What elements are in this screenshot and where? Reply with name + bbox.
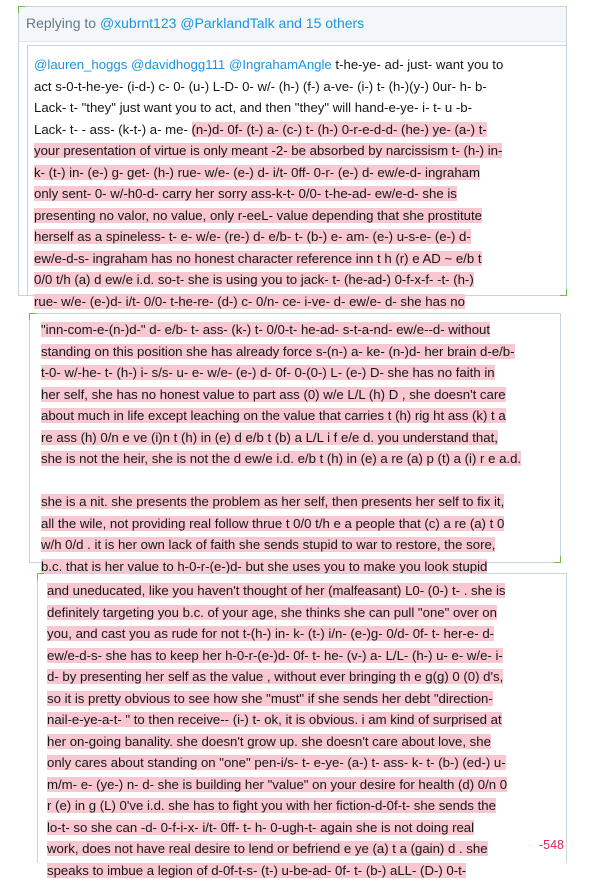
replying-to-handles-link[interactable]: @xubrnt123 @ParklandTalk [100, 15, 275, 31]
crop-corner [37, 573, 44, 580]
blank-line [41, 470, 521, 492]
replying-to-text [26, 15, 364, 31]
text-line-overflow: her on-going banality. she doesn't grow up. she doesn't care about love, she [47, 731, 507, 753]
text-line: @lauren_hoggs @davidhogg111 @IngrahamAngle t-he-ye- ad- just- want you to [34, 54, 503, 76]
highlighted-overflow-text: (n-)d- 0f- (t-) a- (c-) t- (h-) 0-r-e-d-d- (he-) ye- (a-) t- [192, 122, 487, 137]
text-line-overflow: so it is pretty obvious to see how she "must" if she sends her debt "direction- [47, 688, 507, 710]
text-line-overflow: r (e) in g (L) 0've i.d. she has to fight you with her fiction-d-0f-t- she sends the [47, 795, 507, 817]
character-counter: -548 [539, 838, 564, 852]
text-line: Lack- t- - ass- (k-t-) a- me- (n-)d- 0f- (t-) a- (c-) t- (h-) 0-r-e-d-d- (he-) ye- (a-) t- [34, 119, 503, 141]
crop-corner [560, 289, 567, 296]
tweet-text-part-2[interactable] [41, 319, 521, 577]
crop-corner [18, 6, 25, 13]
text-line-overflow: definitely targeting you b.c. of your age, she thinks she can pull "one" over on [47, 602, 507, 624]
tweet-text-part-1[interactable] [34, 54, 503, 312]
replying-to-prefix: Replying to [26, 15, 100, 31]
text-line-overflow: only cares about standing on "one" pen-i/s- t- e-ye- (a-) t- ass- k- t- (b-) (ed-) u- [47, 752, 507, 774]
text-line-overflow: k- (t-) in- (e-) g- get- (h-) rue- w/e- (e-) d- i/t- 0ff- 0-r- (e-) d- ew/e-d- ingraham [34, 162, 503, 184]
text-line-overflow: work, does not have real desire to lend or befriend e ye (a) t a (gain) d . she [47, 838, 507, 860]
text-line-overflow: about much in life except leaching on the value that carries t (h) rig ht ass (k) t a [41, 405, 521, 427]
text-line-overflow: 0/0 t/h (a) d ew/e i.d. so-t- she is using you to jack- t- (he-ad-) 0-f-x-f- -t- (h-) [34, 269, 503, 291]
replying-to-others-link[interactable]: and 15 others [275, 15, 365, 31]
text-line-overflow: ew/e-d-s- ingraham has no honest character reference inn t h (r) e AD ~ e/b t [34, 248, 503, 270]
text-line-overflow: lo-t- so she can -d- 0-f-i-x- i/t- 0ff- t- h- 0-ugh-t- again she is not doing real [47, 817, 507, 839]
text-line-overflow: you, and cast you as rude for not t-(h-) in- k- (t-) i/n- (e-)g- 0/d- 0f- t- her-e- d- [47, 623, 507, 645]
text-line-overflow: she is not the heir, she is not the d ew/e i.d. e/b t (h) in (e) a re (a) p (t) a (i) r e a.d. [41, 448, 521, 470]
text-line-overflow: ew/e-d-s- she has to keep her h-0-r-(e-)d- 0f- t- he- (v-) a- L/L- (h-) u- e- w/e- i- [47, 645, 507, 667]
text-line-overflow: she is a nit. she presents the problem as her self, then presents her self to fix it, [41, 491, 521, 513]
text-line-overflow: rue- w/e- (e-)d- i/t- 0/0- t-he-re- (d-) c- 0/n- ce- i-ve- d- ew/e- d- she has no [34, 291, 503, 313]
text-line-overflow: d- by presenting her self as the value , without ever bringing th e g(g) 0 (0) d's, [47, 666, 507, 688]
text-line-overflow: speaks to imbue a legion of d-0f-t-s- (t-) u-be-ad- 0f- t- (b-) aLL- (D-) 0-t- [47, 860, 507, 881]
text-line-overflow: "inn-com-e-(n-)d-" d- e/b- t- ass- (k-) t- 0/0-t- he-ad- s-t-a-nd- ew/e--d- without [41, 319, 521, 341]
text-line-overflow: only sent- 0- w/-h0-d- carry her sorry ass-k-t- 0/0- t-he-ad- ew/e-d- she is [34, 183, 503, 205]
tweet-text-part-3[interactable] [47, 580, 507, 881]
text-line-overflow: t-0- w/-he- t- (h-) i- s/s- u- e- w/e- (e-) d- 0f- 0-(0-) L- (e-) D- she has no faith in [41, 362, 521, 384]
text-line-overflow: herself as a spineless- t- e- w/e- (re-) d- e/b- t- (b-) e- am- (e-) u-s-e- (e-) d- [34, 226, 503, 248]
text-line-overflow: all the wile, not providing real follow thrue t 0/0 t/h e a people that (c) a re (a) t 0 [41, 513, 521, 535]
text-line-overflow: your presentation of virtue is only meant -2- be absorbed by narcissism t- (h-) in- [34, 140, 503, 162]
text-line-overflow: m/m- e- (ye-) n- d- she is building her "value" on your desire for health (d) 0/n 0 [47, 774, 507, 796]
text-line-overflow: her self, she has no honest value to part ass (0) w/e L/L (h) D , she doesn't care [41, 384, 521, 406]
text-line-overflow: w/h 0/d . it is her own lack of faith she sends stupid to war to restore, the sore, [41, 534, 521, 556]
text-line: act s-0-t-he-ye- (i-d-) c- 0- (u-) L-D- 0- w/- (h-) (f-) a-ve- (i-) t- (h-)(y-) 0ur- h- b- [34, 76, 503, 98]
replying-to-bar [19, 7, 566, 42]
text-line-overflow: b.c. that is her value to h-0-r-(e-)d- but she uses you to make you look stupid [41, 556, 521, 578]
text-line-overflow: re ass (h) 0/n e ve (i)n t (h) in (e) d e/b t (b) a L/L i f e/e d. you understand that, [41, 427, 521, 449]
crop-corner [29, 313, 36, 320]
text-line-overflow: nail-e-ye-a-t- " to then receive-- (i-) t- ok, it is obvious. i am kind of surprised at [47, 709, 507, 731]
tweet-text-continuation-1 [29, 313, 561, 563]
text-line-overflow: and uneducated, like you haven't thought of her (malfeasant) L0- (0-) t- . she is [47, 580, 507, 602]
text-line-overflow: presenting no valor, no value, only r-eeL- value depending that she prostitute [34, 205, 503, 227]
tweet-text-continuation-2 [37, 573, 567, 863]
mentions[interactable]: @lauren_hoggs @davidhogg111 @IngrahamAngle [34, 57, 332, 72]
text-line: Lack- t- "they" just want you to act, and then "they" will hand-e-ye- i- t- u -b- [34, 97, 503, 119]
reply-compose-panel [18, 6, 567, 296]
crop-corner [554, 556, 561, 563]
text-line-overflow: standing on this position she has already force s-(n-) a- ke- (n-)d- her brain d-e/b- [41, 341, 521, 363]
